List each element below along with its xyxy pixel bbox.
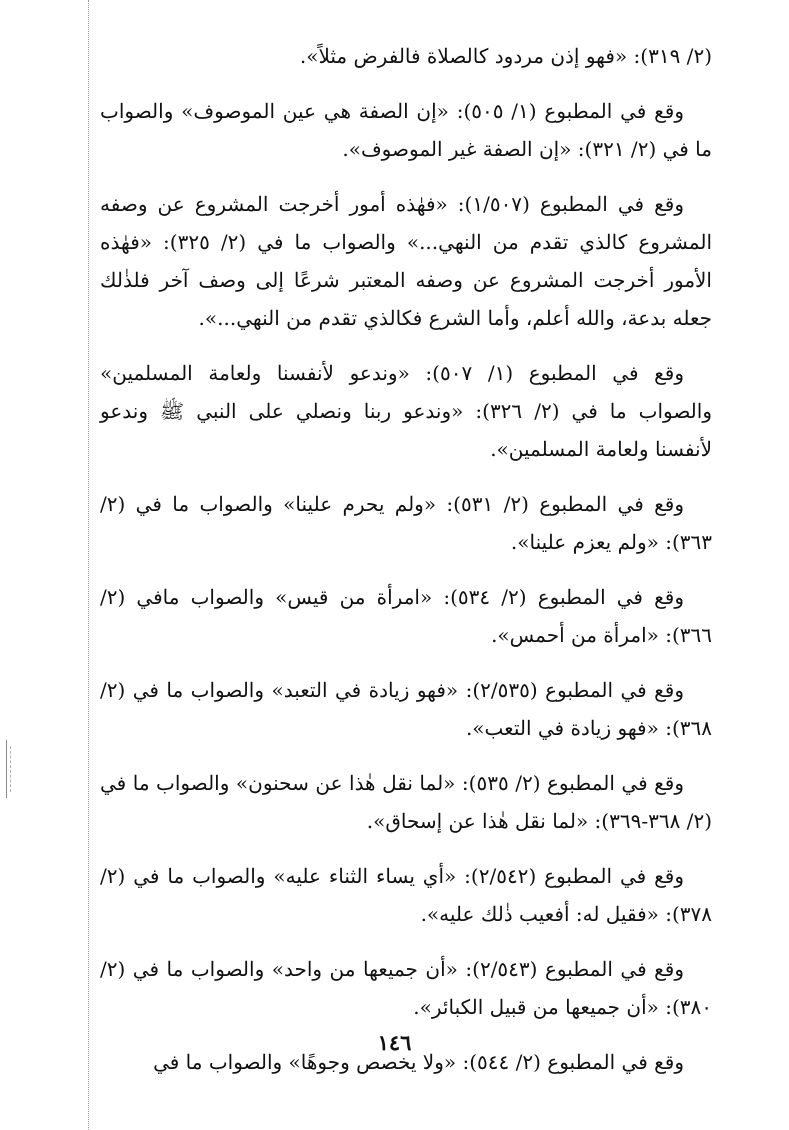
- paragraph-continuation: (٢/ ٣١٩): «فهو إذن مردود كالصلاة فالفرض مثلاً».: [299, 44, 712, 68]
- page-body: [100, 37, 712, 1098]
- correction-entry: وقع في المطبوع (٢/٥٤٣): «أن جميعها من واحد» والصواب ما في (٢/ ٣٨٠): «أن جميعها من قبيل الكبائر».: [100, 957, 712, 1019]
- correction-entry: وقع في المطبوع (٢/ ٥٣٥): «لما نقل هٰذا عن سحنون» والصواب ما في (٢/ ٣٦٨-٣٦٩): «لما نقل هٰذا عن إسحاق».: [100, 771, 712, 833]
- correction-entry: وقع في المطبوع (٢/ ٥٣٤): «امرأة من قيس» والصواب مافي (٢/ ٣٦٦): «امرأة من أحمس».: [100, 585, 712, 647]
- scan-margin-line: [88, 0, 89, 1130]
- correction-entry: وقع في المطبوع (١/٥٠٧): «فهٰذه أمور أخرجت المشروع عن وصفه المشروع كالذي تقدم من النهي...» والصواب ما في (٢/ ٣٢٥): «فهٰذه الأمور أخرجت المشروع عن وصفه المعتبر شرعًا إلى وصف آخر فلذٰلك جعله بدعة، والله أعلم، وأما الشرع فكالذي تقدم من النهي...».: [100, 192, 712, 330]
- correction-entry: وقع في المطبوع (١/ ٥٠٧): «وندعو لأنفسنا ولعامة المسلمين» والصواب ما في (٢/ ٣٢٦): «وندعو ربنا ونصلي على النبي ﷺ وندعو لأنفسنا ولعامة المسلمين».: [100, 361, 712, 461]
- scan-edge-mark: [6, 740, 7, 798]
- correction-entry: وقع في المطبوع (٢/ ٥٣١): «ولم يحرم علينا» والصواب ما في (٢/ ٣٦٣): «ولم يعزم علينا».: [100, 492, 712, 554]
- correction-entry: وقع في المطبوع (٢/٥٣٥): «فهو زيادة في التعبد» والصواب ما في (٢/ ٣٦٨): «فهو زيادة في التعب».: [100, 678, 712, 740]
- page-number: ١٤٦: [377, 1030, 412, 1055]
- correction-entry: وقع في المطبوع (٢/٥٤٢): «أي يساء الثناء عليه» والصواب ما في (٢/ ٣٧٨): «فقيل له: أفعيب ذٰلك عليه».: [100, 864, 712, 926]
- scan-edge-mark: [10, 746, 11, 792]
- correction-entry-partial: وقع في المطبوع (٢/ ٥٤٤): «ولا يخصص وجوهًا» والصواب ما في: [153, 1050, 684, 1074]
- correction-entry: وقع في المطبوع (١/ ٥٠٥): «إن الصفة هي عين الموصوف» والصواب ما في (٢/ ٣٢١): «إن الصفة غير الموصوف».: [100, 99, 712, 161]
